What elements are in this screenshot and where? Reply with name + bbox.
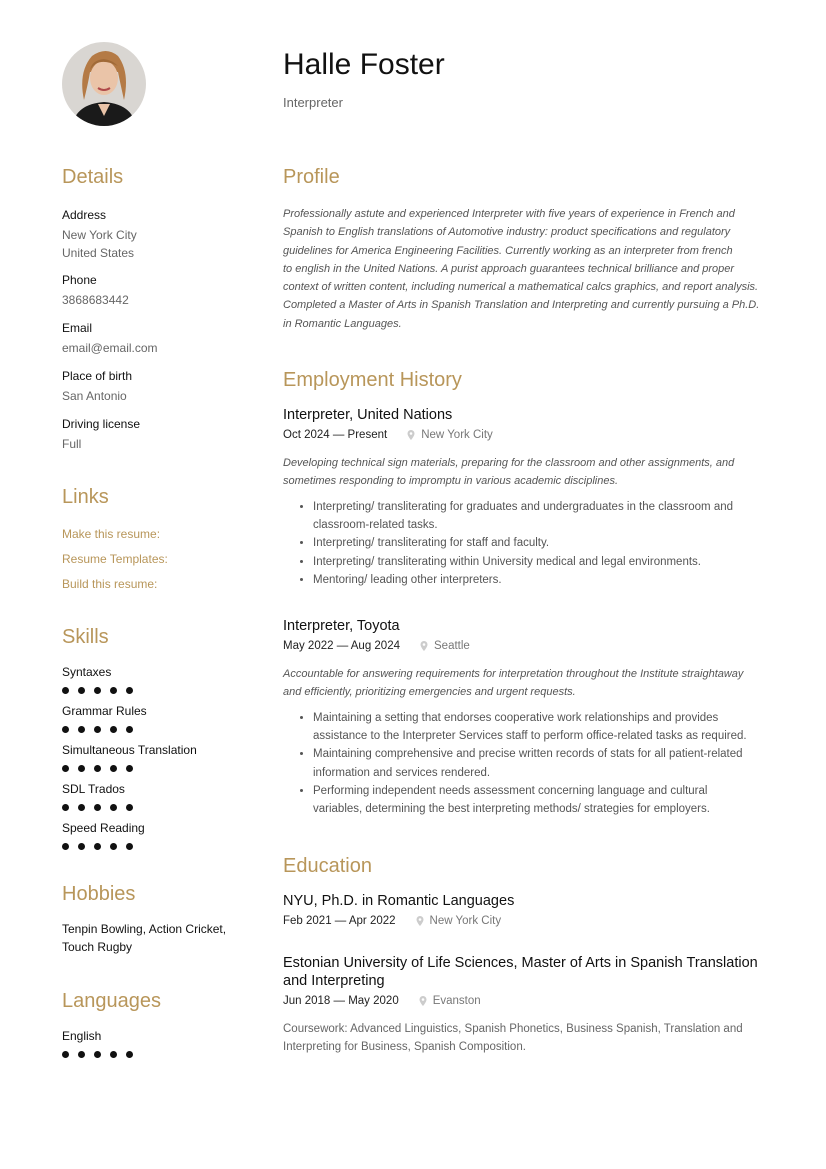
job-title: Interpreter, United Nations [283,407,453,424]
job-dates: May 2022 — Aug 2024 [283,640,400,653]
job-dates: Oct 2024 — Present [283,429,388,442]
details-heading: Details [62,166,124,188]
education-location-text: Evanston [432,994,481,1007]
sidebar [62,166,262,1058]
education-dates: Jun 2018 — May 2020 [283,994,399,1007]
email-value: email@email.com [62,341,158,355]
license-label: Driving license [62,417,141,431]
languages-heading: Languages [62,990,161,1012]
address-label: Address [62,208,107,222]
address-line-1: New York City [62,228,137,242]
job-bullets [283,498,778,589]
skill-item [62,821,262,850]
employment-heading: Employment History [283,369,462,392]
bullet-item: • Interpreting/ transliterating within University medical and legal environments. [313,553,778,571]
job-entry [283,407,778,589]
hobbies-line-1: Tenpin Bowling, Action Cricket, [62,922,227,936]
bullet-item: • Interpreting/ transliterating for graduates and undergraduates in the classroom and classroom-related tasks. [313,498,778,535]
job-desc-line: Accountable for answering requirements for interpretation throughout the Institute straightaway [283,668,744,681]
email-label: Email [62,321,93,335]
birth-label: Place of birth [62,369,133,383]
link-resume-templates[interactable]: Resume Templates: [62,552,168,566]
job-description [283,454,778,491]
address-line-2: United States [62,246,135,260]
phone-value: 3868683442 [62,293,129,307]
language-level [62,1051,262,1058]
skill-item [62,743,262,772]
job-desc-line: and efficiently, prioritizing emergencies and urgent requests. [283,686,576,699]
skill-name: Grammar Rules [62,704,147,718]
candidate-name: Halle Foster [283,48,445,81]
skills-list [62,665,262,850]
education-meta [283,915,778,927]
links-heading: Links [62,486,109,508]
language-name: English [62,1029,102,1043]
coursework-line: Interpreting for Business, Spanish Composition. [283,1040,526,1053]
profile-line: context of written content, including numerical a mathematical calcs graphics, and report analysis. [283,281,759,294]
skill-level [62,726,262,733]
job-bullets [283,709,778,819]
location-pin-icon [419,996,427,1006]
profile-line: Completed a Master of Arts in Spanish Translation and Interpreting and currently pursuing a Ph.D. [283,299,760,312]
job-location [420,640,470,652]
job-location-text: New York City [421,429,493,442]
education-title: Estonian University of Life Sciences, Master of Arts in Spanish Translation [283,954,758,971]
candidate-title: Interpreter [283,95,343,110]
education-location [419,995,481,1007]
bullet-item: • Interpreting/ transliterating for staff and faculty. [313,534,778,552]
job-meta [283,429,778,441]
location-pin-icon [416,916,424,926]
education-location [416,915,502,927]
location-pin-icon [407,430,415,440]
hobbies-heading: Hobbies [62,883,136,905]
main-content [283,166,778,1056]
profile-photo [62,42,146,126]
language-item [62,1029,262,1058]
birth-value: San Antonio [62,389,127,403]
education-heading: Education [283,854,372,877]
skill-level [62,843,262,850]
coursework-line: Coursework: Advanced Linguistics, Spanish Phonetics, Business Spanish, Translation and [283,1022,743,1035]
skill-level [62,804,262,811]
skill-name: Speed Reading [62,821,145,835]
job-description [283,665,778,702]
link-build-resume[interactable]: Build this resume: [62,577,158,591]
education-dates: Feb 2021 — Apr 2022 [283,914,396,927]
job-meta [283,640,778,652]
skill-level [62,687,262,694]
profile-heading: Profile [283,166,340,188]
profile-line: Spanish to English translations of Automotive industry: product specifications and regulatory [283,226,731,239]
skill-level [62,765,262,772]
bullet-item: • Performing independent needs assessment concerning language and cultural variables, determining the best interpreting methods/ strategies for employers. [313,782,778,819]
job-title: Interpreter, Toyota [283,618,400,635]
skill-item [62,665,262,694]
skill-name: SDL Trados [62,782,125,796]
skill-item [62,782,262,811]
education-entry [283,893,778,927]
link-make-resume[interactable]: Make this resume: [62,527,161,541]
coursework [283,1020,778,1057]
profile-line: Professionally astute and experienced Interpreter with five years of experience in French and [283,208,735,220]
bullet-item: • Mentoring/ leading other interpreters. [313,571,778,589]
education-entry [283,955,778,1057]
bullet-item: • Maintaining comprehensive and precise written records of stats for all patient-related information and services rendered. [313,745,778,782]
education-title-cont: and Interpreting [283,972,385,989]
profile-text [283,205,778,333]
hobbies-line-2: Touch Rugby [62,940,133,954]
skill-item [62,704,262,733]
job-entry [283,618,778,818]
education-location-text: New York City [429,914,502,927]
education-title: NYU, Ph.D. in Romantic Languages [283,892,515,909]
license-value: Full [62,437,82,451]
profile-line: in Romantic Languages. [283,317,402,330]
profile-line: to english in the United Nations. A purist approach guarantees technical brilliance and proper [283,262,735,275]
profile-line: guidelines for America Engineering Facilities. Currently working as an interpreter from french [283,244,733,257]
job-location [407,429,493,441]
phone-label: Phone [62,273,97,287]
bullet-item: • Maintaining a setting that endorses cooperative work relationships and provides assistance to the Interpreter Services staff to perform office-related tasks as required. [313,709,778,746]
job-location-text: Seattle [434,640,470,653]
skill-name: Syntaxes [62,665,112,679]
education-meta [283,995,778,1007]
skills-heading: Skills [62,626,109,648]
location-pin-icon [420,641,428,651]
job-desc-line: sometimes responding to impromptu in various academic disciplines. [283,475,619,488]
job-desc-line: Developing technical sign materials, preparing for the classroom and other assignments, and [283,457,735,470]
skill-name: Simultaneous Translation [62,743,197,757]
